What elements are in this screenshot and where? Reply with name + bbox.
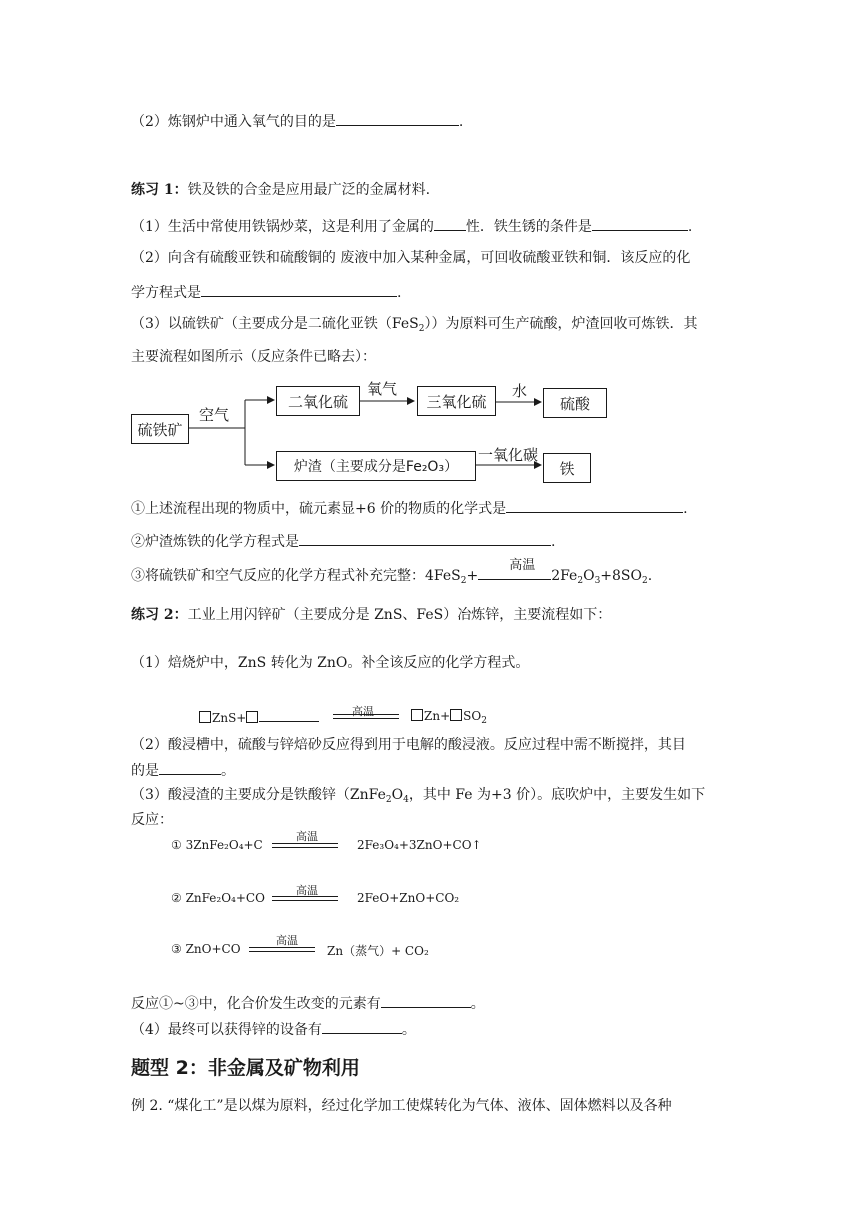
reaction-3-products: Zn（蒸气）+ CO₂ — [327, 944, 429, 958]
answer-blank[interactable] — [381, 992, 471, 1008]
question-line: （2）酸浸槽中，硫酸与锌焙砂反应得到用于电解的酸浸液。反应过程中需不断搅拌，其目 — [131, 737, 686, 753]
coefficient-box[interactable] — [411, 709, 423, 721]
flow-label-oxygen: 氧气 — [367, 380, 398, 398]
answer-blank[interactable] — [506, 497, 683, 513]
answer-blank[interactable] — [322, 1018, 402, 1034]
reaction-2-reactants: ② ZnFe₂O₄+CO — [171, 891, 265, 905]
coefficient-box[interactable] — [450, 709, 462, 721]
reaction-condition: 高温 — [352, 705, 374, 718]
answer-blank[interactable] — [299, 530, 551, 546]
reaction-2-products: 2FeO+ZnO+CO₂ — [357, 891, 460, 905]
question-line: （3）以硫铁矿（主要成分是二硫化亚铁（FeS$_2$））为原料可生产硫酸，炉渣回收可炼铁．其 — [131, 316, 698, 334]
flow-box-iron: 铁 — [543, 453, 591, 483]
reaction-1-products: 2Fe₃O₄+3ZnO+CO↑ — [357, 838, 482, 852]
question-line: 反应①~③中，化合价发生改变的元素有 。 — [131, 992, 485, 1014]
equals-sign — [333, 714, 399, 719]
exercise-1-title: 练习 1：铁及铁的合金是应用最广泛的金属材料. — [131, 182, 431, 198]
reaction-1-reactants: ① 3ZnFe₂O₄+C — [171, 838, 263, 852]
question-line: （1）生活中常使用铁锅炒菜，这是利用了金属的 性．铁生锈的条件是 . — [131, 215, 692, 237]
flow-label-air: 空气 — [199, 406, 230, 424]
coefficient-box[interactable] — [246, 711, 258, 723]
equation-zns-products: $Zn+ SO_2$ — [411, 709, 487, 723]
flow-label-co: 一氧化碳 — [478, 446, 539, 464]
exercise-2-title: 练习 2：工业上用闪锌矿（主要成分是 ZnS、FeS）冶炼锌，主要流程如下： — [131, 607, 612, 623]
answer-blank[interactable] — [259, 709, 319, 722]
section-heading: 题型 2：非金属及矿物利用 — [131, 1057, 360, 1079]
equals-sign — [272, 896, 338, 901]
flow-arrows — [0, 0, 860, 500]
flow-box-so2: 二氧化硫 — [276, 386, 360, 416]
question-line: （1）焙烧炉中，ZnS 转化为 ZnO。补全该反应的化学方程式。 — [131, 655, 530, 671]
question-line: 例 2. “煤化工”是以煤为原料，经过化学加工使煤转化为气体、液体、固体燃料以及各种 — [131, 1098, 672, 1114]
reaction-condition: 高温 — [505, 564, 551, 580]
question-line: （2）向含有硫酸亚铁和硫酸铜的 废液中加入某种金属，可回收硫酸亚铁和铜．该反应的化 — [131, 250, 691, 266]
flow-label-water: 水 — [512, 382, 528, 400]
question-line: ②炉渣炼铁的化学方程式是 . — [131, 530, 555, 552]
flow-box-acid: 硫酸 — [543, 388, 607, 418]
flow-box-slag: 炉渣（主要成分是Fe₂O₃） — [276, 451, 476, 481]
equation-zns: ZnS+ — [199, 709, 319, 725]
question-line: （4）最终可以获得锌的设备有 。 — [131, 1018, 416, 1040]
answer-blank[interactable] — [478, 564, 505, 580]
question-line: （2）炼钢炉中通入氧气的目的是 . — [131, 110, 463, 132]
question-line: 反应： — [131, 812, 173, 828]
reaction-condition: 高温 — [276, 934, 298, 947]
question-line: 学方程式是 . — [131, 281, 401, 303]
equals-sign — [272, 843, 338, 848]
question-line: ①上述流程出现的物质中，硫元素显+6 价的物质的化学式是 . — [131, 497, 688, 519]
coefficient-box[interactable] — [199, 711, 211, 723]
answer-blank[interactable] — [159, 759, 221, 775]
equals-sign — [249, 947, 315, 952]
question-line: ③将硫铁矿和空气反应的化学方程式补充完整：4FeS$_2$+ 高温 $2Fe_2O_3+8SO_2$. — [131, 558, 653, 586]
reaction-3-reactants: ③ ZnO+CO — [171, 942, 241, 956]
flow-box-pyrite: 硫铁矿 — [131, 414, 189, 444]
flow-box-so3: 三氧化硫 — [417, 386, 496, 416]
reaction-condition: 高温 — [296, 830, 318, 843]
question-line: 的是 。 — [131, 759, 235, 781]
reaction-condition: 高温 — [296, 884, 318, 897]
question-line: （3）酸浸渣的主要成分是铁酸锌（$ZnFe_2O_4$，其中 Fe 为+3 价）。底吹炉中，主要发生如下 — [131, 787, 706, 805]
question-line: 主要流程如图所示（反应条件已略去）： — [131, 349, 376, 365]
